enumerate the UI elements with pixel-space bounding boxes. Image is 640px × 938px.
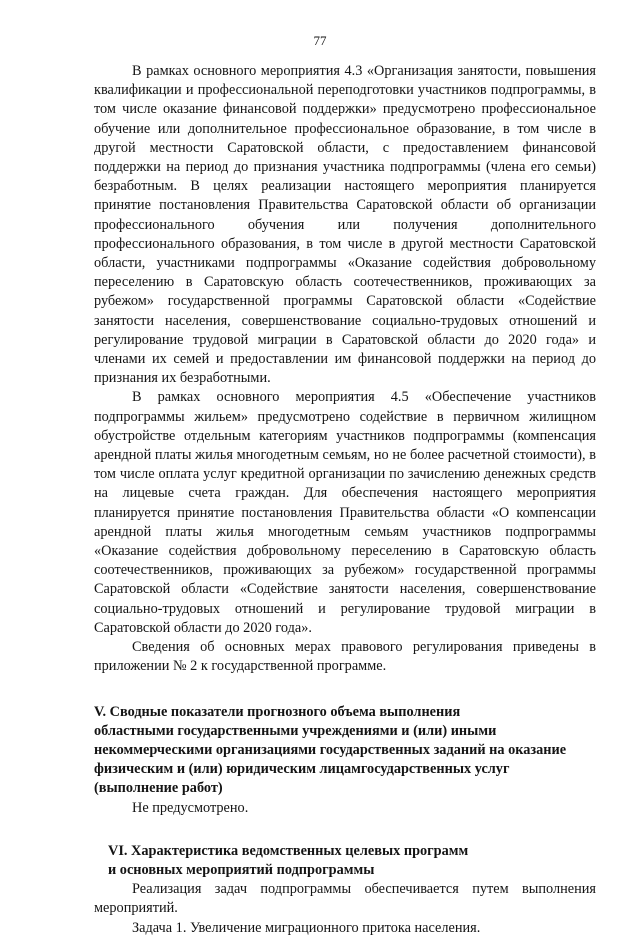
section-v-heading-line: физическим и (или) юридическим лицамгосударственных услуг xyxy=(94,761,510,778)
page-number: 77 xyxy=(313,33,327,48)
section-v-heading xyxy=(94,703,596,799)
section-vi-heading-line: и основных мероприятий подпрограммы xyxy=(108,861,375,878)
document-body xyxy=(94,62,596,938)
section-vi-paragraph: Реализация задач подпрограммы обеспечивается путем выполнения мероприятий. xyxy=(94,881,596,917)
paragraph-measure-4-3: В рамках основного мероприятия 4.3 «Организация занятости, повышения квалификации и профессиональной переподготовки участников подпрограммы, в том числе оказание финансовой поддержки» предусмотрено профессиональное обучение или дополнительное профессиональное образование, в том числе в другой местности Саратовской области, с предоставлением финансовой поддержки на период до признания участника подпрограммы (члена его семьи) безработным. В целях реализации настоящего мероприятия планируется принятие постановления Правительства Саратовской области об организации профессионального обучения или получения дополнительного профессионального образования, в том числе в другой местности Саратовской области, участниками подпрограммы «Оказание содействия добровольному переселению в Саратовскую область соотечественников, проживающих за рубежом» государственной программы Саратовской области «Содействие занятости населения, совершенствование социально-трудовых отношений и регулирование трудовой миграции в Саратовской области до 2020 года» и членами их семей и предоставлении им финансовой поддержки на период до признания их безработными. xyxy=(94,63,596,387)
section-v-heading-line: (выполнение работ) xyxy=(94,780,223,797)
section-v-heading-line: V. Сводные показатели прогнозного объема выполнения xyxy=(94,703,461,720)
section-vi-heading xyxy=(94,842,596,880)
section-v-heading-line: областными государственными учреждениями и (или) иными xyxy=(94,722,497,739)
section-vi-task-1: Задача 1. Увеличение миграционного притока населения. xyxy=(132,919,481,936)
paragraph-legal-regulation: Сведения об основных мерах правового регулирования приведены в приложении № 2 к государственной программе. xyxy=(94,639,596,675)
section-v-heading-line: некоммерческими организациями государственных заданий на оказание xyxy=(94,741,567,758)
section-vi-heading-line: VI. Характеристика ведомственных целевых программ xyxy=(108,842,469,859)
paragraph-measure-4-5: В рамках основного мероприятия 4.5 «Обеспечение участников подпрограммы жильем» предусмотрено содействие в первичном жилищном обустройстве отдельным категориям участников подпрограммы (компенсация арендной платы жилья многодетным семьям, но не более расчетной стоимости), в том числе оплата услуг кредитной организации по зачислению денежных средств на лицевые счета граждан. Для обеспечения настоящего мероприятия планируется принятие постановления Правительства области «О компенсации арендной платы жилья многодетным семьям участников подпрограммы «Оказание содействия добровольному переселению в Саратовскую область соотечественников, проживающих за рубежом» государственной программы Саратовской области «Содействие занятости населения, совершенствование социально-трудовых отношений и регулирование трудовой миграции в Саратовской области до 2020 года». xyxy=(94,389,596,636)
section-v-text: Не предусмотрено. xyxy=(132,799,249,816)
